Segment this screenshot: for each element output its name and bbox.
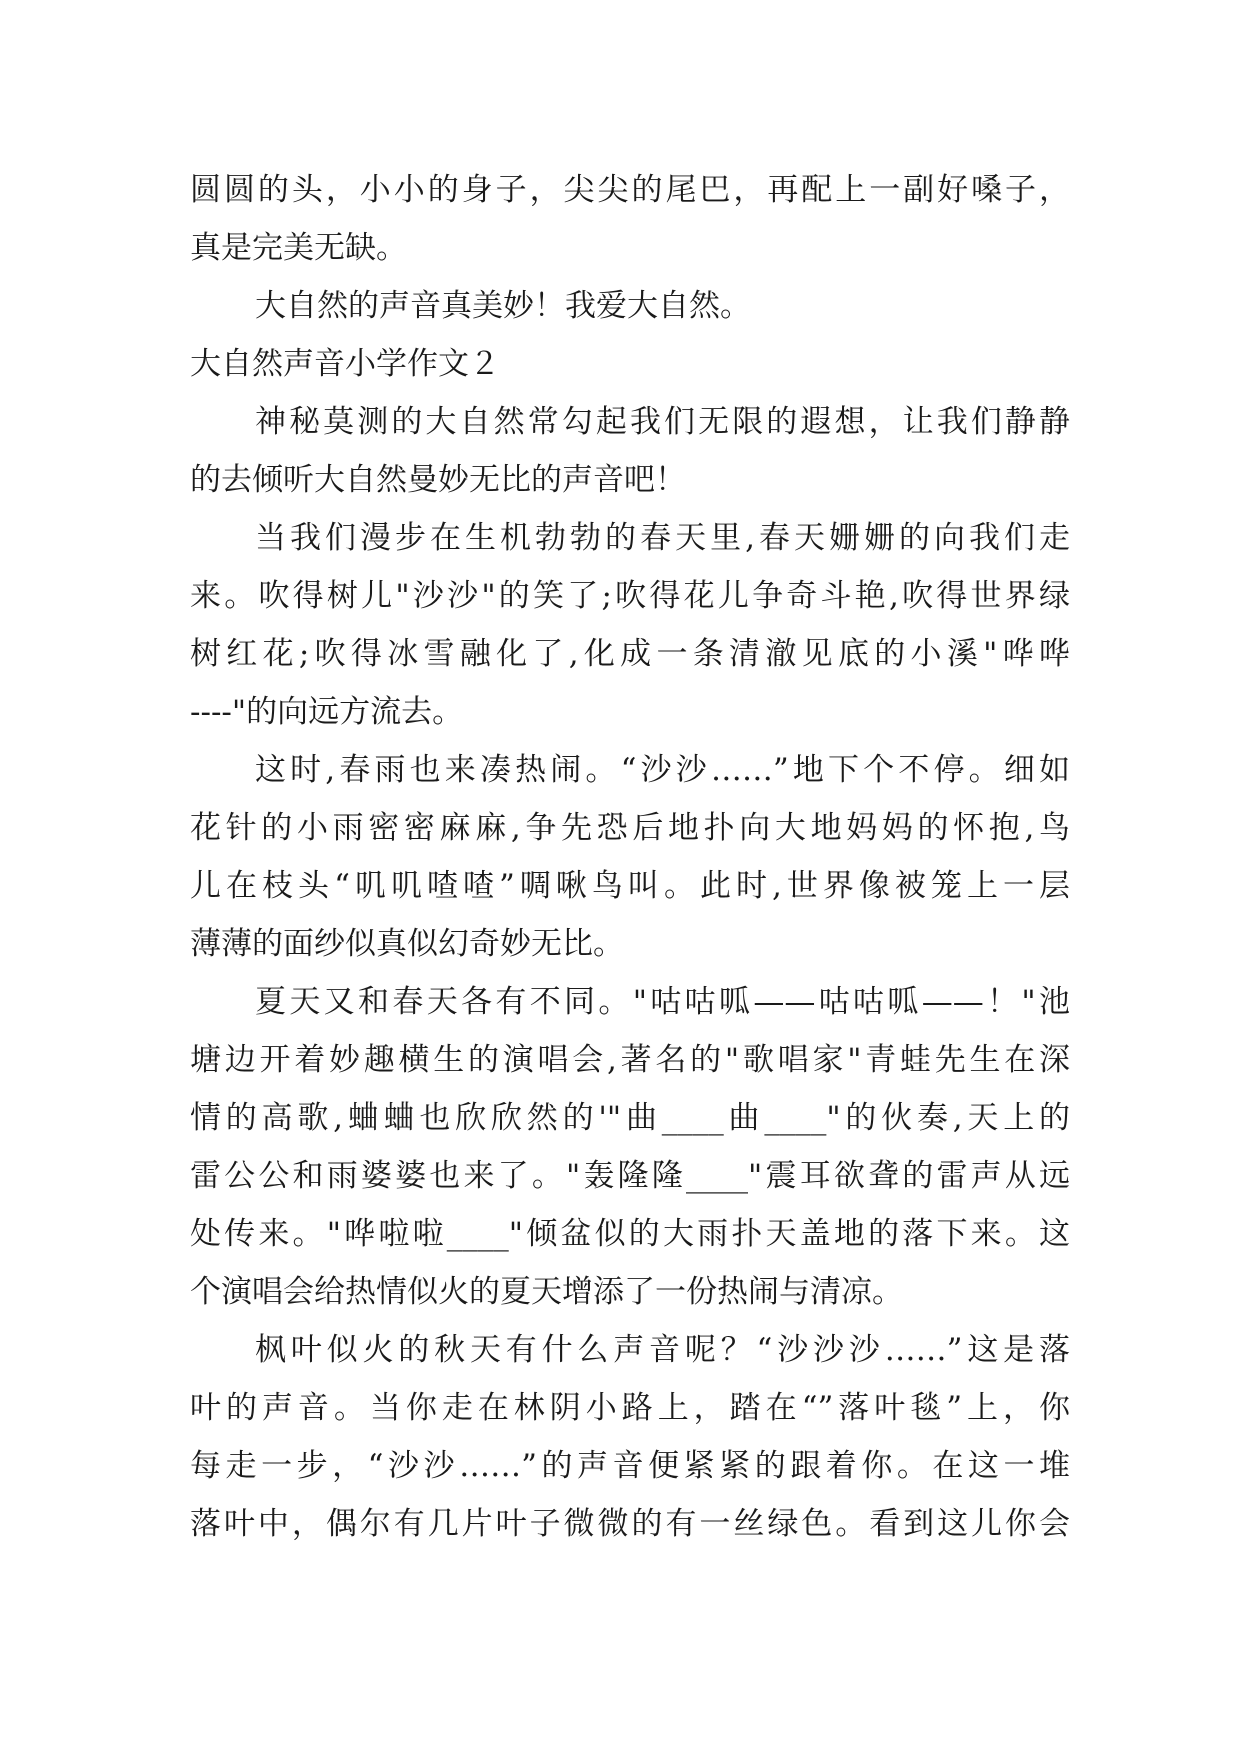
text-line-10: ----"的向远方流去。	[190, 694, 464, 730]
text-line-7: 当我们漫步在生机勃勃的春天里,春天姗姗的向我们走	[255, 520, 1070, 556]
text-line-21: 枫叶似火的秋天有什么声音呢？“沙沙沙……”这是落	[255, 1332, 1070, 1368]
text-line-14: 薄薄的面纱似真似幻奇妙无比。	[190, 926, 624, 962]
text-line-8: 来。吹得树儿"沙沙"的笑了;吹得花儿争奇斗艳,吹得世界绿	[190, 578, 1070, 614]
text-line-1: 圆圆的头，小小的身子，尖尖的尾巴，再配上一副好嗓子，	[190, 172, 1070, 208]
text-line-17: 情的高歌,蛐蛐也欣欣然的'"曲____曲____"的伙奏,天上的	[190, 1100, 1070, 1136]
section-heading: 大自然声音小学作文２	[190, 346, 500, 382]
text-line-16: 塘边开着妙趣横生的演唱会,著名的"歌唱家"青蛙先生在深	[190, 1042, 1070, 1078]
text-line-24: 落叶中，偶尔有几片叶子微微的有一丝绿色。看到这儿你会	[190, 1506, 1070, 1542]
text-line-12: 花针的小雨密密麻麻,争先恐后地扑向大地妈妈的怀抱,鸟	[190, 810, 1070, 846]
text-line-6: 的去倾听大自然曼妙无比的声音吧！	[190, 462, 686, 498]
text-line-20: 个演唱会给热情似火的夏天增添了一份热闹与清凉。	[190, 1274, 903, 1310]
text-line-13: 儿在枝头“叽叽喳喳”啁啾鸟叫。此时,世界像被笼上一层	[190, 868, 1070, 904]
text-line-5: 神秘莫测的大自然常勾起我们无限的遐想，让我们静静	[255, 404, 1070, 440]
text-line-22: 叶的声音。当你走在林阴小路上，踏在“”落叶毯”上，你	[190, 1390, 1070, 1426]
text-line-2: 真是完美无缺。	[190, 230, 407, 266]
text-line-9: 树红花;吹得冰雪融化了,化成一条清澈见底的小溪"哗哗	[190, 636, 1070, 672]
text-line-23: 每走一步，“沙沙……”的声音便紧紧的跟着你。在这一堆	[190, 1448, 1070, 1484]
text-line-15: 夏天又和春天各有不同。"咕咕呱——咕咕呱——！"池	[255, 984, 1070, 1020]
text-line-18: 雷公公和雨婆婆也来了。"轰隆隆____"震耳欲聋的雷声从远	[190, 1158, 1070, 1194]
text-line-3: 大自然的声音真美妙！我爱大自然。	[255, 288, 751, 324]
text-line-19: 处传来。"哗啦啦____"倾盆似的大雨扑天盖地的落下来。这	[190, 1216, 1070, 1252]
text-line-11: 这时,春雨也来凑热闹。“沙沙……”地下个不停。细如	[255, 752, 1070, 788]
